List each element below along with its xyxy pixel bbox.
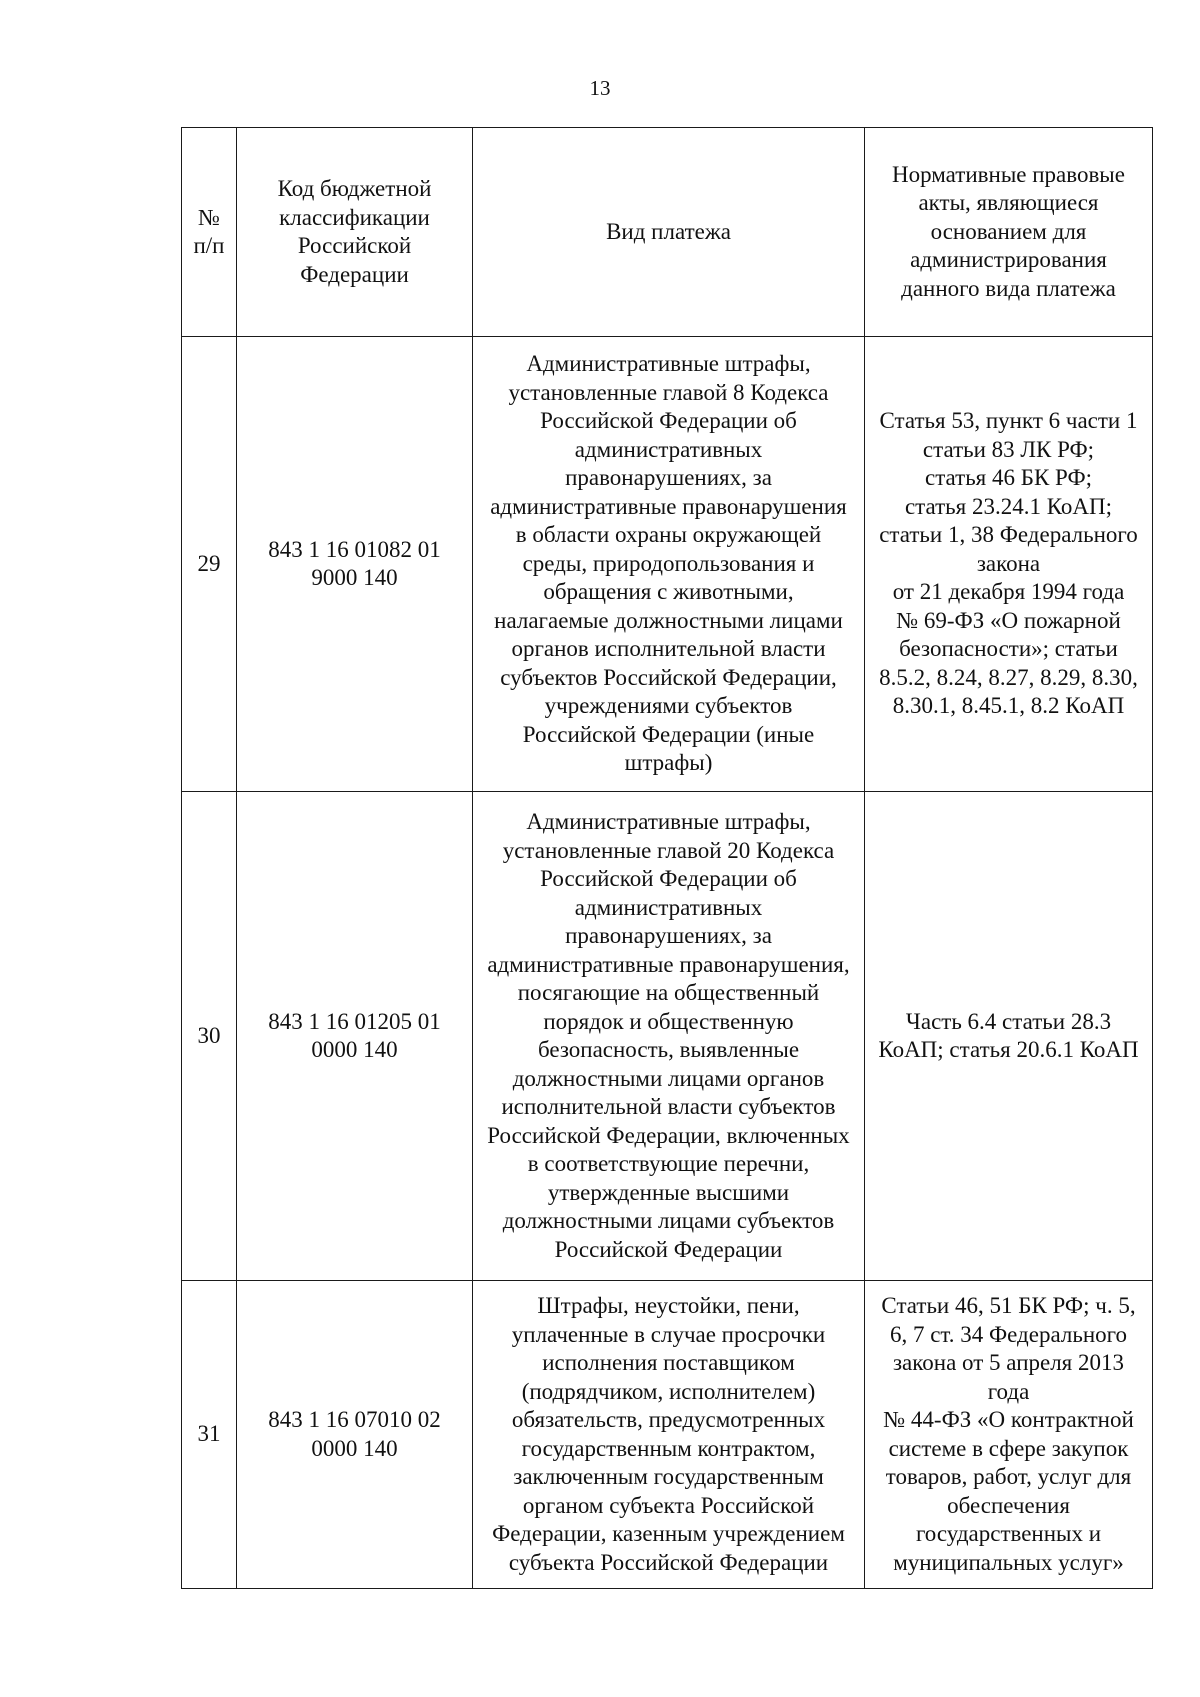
table-row xyxy=(182,792,1153,1281)
row-num: 29 xyxy=(182,337,237,792)
row-legal-acts: Статьи 46, 51 БК РФ; ч. 5, 6, 7 ст. 34 Федерального закона от 5 апреля 2013 года № 44-ФЗ «О контрактной системе в сфере закупок товаров, работ, услуг для обеспечения государственных и муниципальных услуг» xyxy=(865,1281,1153,1589)
row-code: 843 1 16 01082 01 9000 140 xyxy=(237,337,473,792)
row-legal-acts: Часть 6.4 статьи 28.3 КоАП; статья 20.6.1 КоАП xyxy=(865,792,1153,1281)
row-payment-type: Штрафы, неустойки, пени, уплаченные в случае просрочки исполнения поставщиком (подрядчиком, исполнителем) обязательств, предусмотренных государственным контрактом, заключенным государственным органом субъекта Российской Федерации, казенным учреждением субъекта Российской Федерации xyxy=(473,1281,865,1589)
budget-classification-table xyxy=(181,127,1153,1589)
table-row xyxy=(182,1281,1153,1589)
row-legal-acts: Статья 53, пункт 6 части 1 статьи 83 ЛК РФ; статья 46 БК РФ; статья 23.24.1 КоАП; статьи 1, 38 Федерального закона от 21 декабря 1994 года № 69-ФЗ «О пожарной безопасности»; статьи 8.5.2, 8.24, 8.27, 8.29, 8.30, 8.30.1, 8.45.1, 8.2 КоАП xyxy=(865,337,1153,792)
row-num: 30 xyxy=(182,792,237,1281)
row-code: 843 1 16 07010 02 0000 140 xyxy=(237,1281,473,1589)
table-header-row xyxy=(182,128,1153,337)
header-code: Код бюджетной классификации Российской Федерации xyxy=(237,128,473,337)
row-payment-type: Административные штрафы, установленные главой 8 Кодекса Российской Федерации об административных правонарушениях, за административные правонарушения в области охраны окружающей среды, природопользования и обращения с животными, налагаемые должностными лицами органов исполнительной власти субъектов Российской Федерации, учреждениями субъектов Российской Федерации (иные штрафы) xyxy=(473,337,865,792)
row-payment-type: Административные штрафы, установленные главой 20 Кодекса Российской Федерации об административных правонарушениях, за административные правонарушения, посягающие на общественный порядок и общественную безопасность, выявленные должностными лицами органов исполнительной власти субъектов Российской Федерации, включенных в соответствующие перечни, утвержденные высшими должностными лицами субъектов Российской Федерации xyxy=(473,792,865,1281)
row-code: 843 1 16 01205 01 0000 140 xyxy=(237,792,473,1281)
header-num: № п/п xyxy=(182,128,237,337)
header-payment-type: Вид платежа xyxy=(473,128,865,337)
row-num: 31 xyxy=(182,1281,237,1589)
table-row xyxy=(182,337,1153,792)
header-legal-acts: Нормативные правовые акты, являющиеся основанием для администрирования данного вида платежа xyxy=(865,128,1153,337)
page-number: 13 xyxy=(589,76,611,100)
